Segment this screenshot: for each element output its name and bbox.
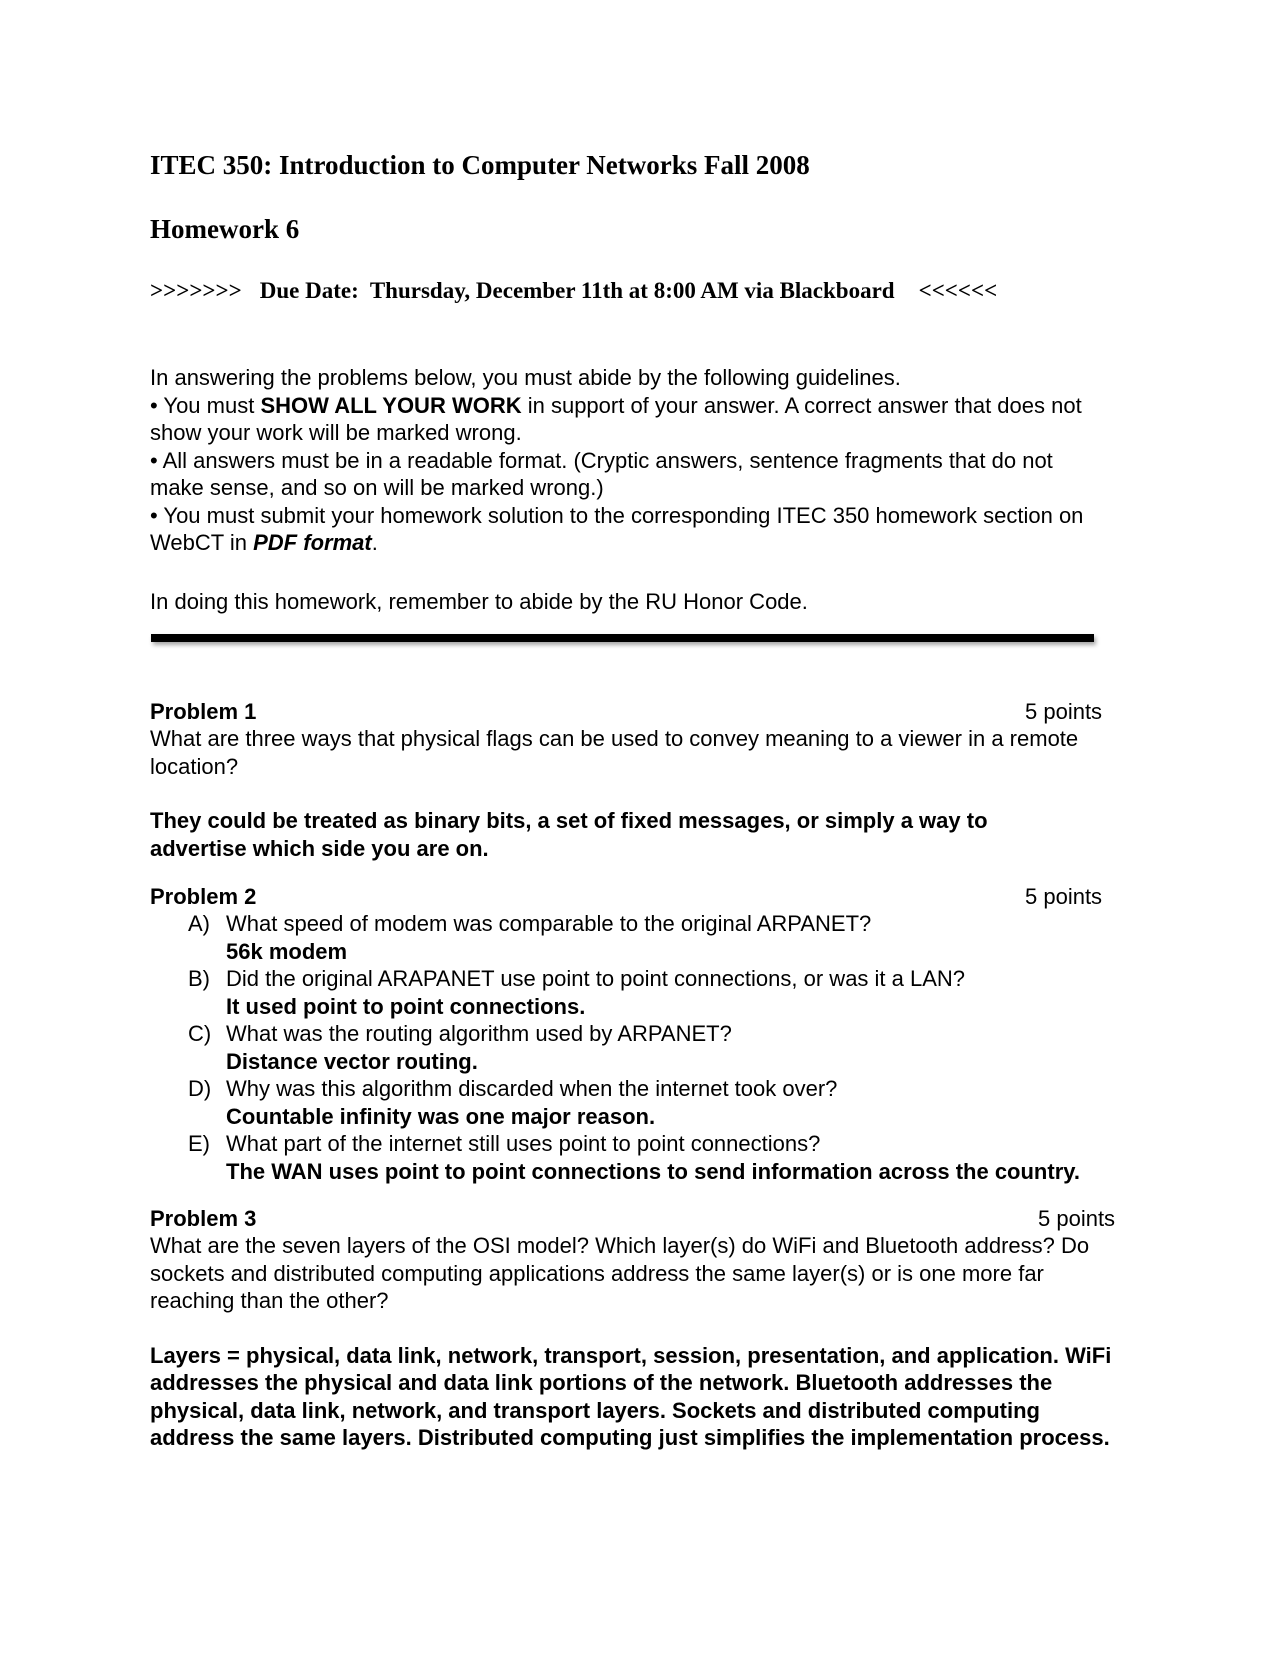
subquestion-letter: C) [188,1021,212,1046]
section-divider [151,634,1094,642]
homework-title: Homework 6 [150,214,300,244]
honor-code-note: In doing this homework, remember to abide by the RU Honor Code. [150,589,808,614]
problem-1 [150,698,1130,862]
guideline-text: in support of your answer. A correct answer that does not show your work will be marked wrong. [150,392,1082,445]
subquestion [150,1075,1130,1130]
subquestion-letter: D) [188,1076,212,1101]
subquestion-letter: A) [188,911,210,936]
problem-points: 5 points [1025,699,1103,724]
guideline-item [150,502,1110,557]
subquestion-text: Did the original ARAPANET use point to point connections, or was it a LAN? [226,966,966,991]
problem-header [150,698,1130,725]
problem-title: Problem 1 [150,699,257,724]
subquestion-list [150,910,1130,1185]
subquestion-letter: B) [188,966,210,991]
guideline-emphasis: SHOW ALL YOUR WORK [260,392,522,418]
problem-question: What are the seven layers of the OSI model? Which layer(s) do WiFi and Bluetooth address? Do sockets and distributed computing applications address the same layer(s) or is one more far reaching than the other? [150,1233,1090,1313]
guideline-text: • You must submit your homework solution to the corresponding ITEC 350 homework section on WebCT in [150,502,1084,555]
subquestion-answer: Distance vector routing. [226,1048,478,1074]
subquestion-text: What was the routing algorithm used by ARPANET? [226,1021,732,1046]
problem-answer: They could be treated as binary bits, a set of fixed messages, or simply a way to advertise which side you are on. [150,808,988,861]
problem-answer: Layers = physical, data link, network, transport, session, presentation, and application. WiFi addresses the physical and data link portions of the network. Bluetooth addresses the physical, data link, network, and transport layers. Sockets and distributed computing address the same layers. Distributed computing just simplifies the implementation process. [150,1342,1112,1450]
subquestion-answer: It used point to point connections. [226,993,586,1019]
subquestion [150,910,1130,965]
subquestion-answer: 56k modem [226,938,348,964]
guidelines-intro: In answering the problems below, you must abide by the following guidelines. [150,365,901,390]
problem-question: What are three ways that physical flags can be used to convey meaning to a viewer in a remote location? [150,726,1079,779]
guideline-item: • All answers must be in a readable format. (Cryptic answers, sentence fragments that do not make sense, and so on will be marked wrong.) [150,447,1053,500]
problem-points: 5 points [1038,1206,1116,1231]
subquestion [150,965,1130,1020]
problem-3 [150,1205,1130,1452]
subquestion-text: Why was this algorithm discarded when the internet took over? [226,1076,838,1101]
subquestion-text: What part of the internet still uses point to point connections? [226,1131,821,1156]
guidelines [150,364,1110,557]
guideline-item [150,392,1110,447]
subquestion-letter: E) [188,1131,210,1156]
subquestion-text: What speed of modem was comparable to the original ARPANET? [226,911,872,936]
problem-points: 5 points [1025,884,1103,909]
guideline-text: • You must [150,392,261,418]
due-suffix: <<<<<< [918,278,998,303]
problem-header [150,1205,1130,1232]
problem-2 [150,883,1130,1185]
due-date-line [150,278,997,304]
guideline-emphasis: PDF format [253,530,372,555]
subquestion [150,1130,1130,1185]
subquestion [150,1020,1130,1075]
problem-title: Problem 2 [150,884,257,909]
guideline-text: . [371,530,378,555]
problem-title: Problem 3 [150,1206,257,1231]
subquestion-answer: The WAN uses point to point connections to send information across the country. [226,1158,1080,1184]
course-title: ITEC 350: Introduction to Computer Networks Fall 2008 [150,150,810,180]
problem-header [150,883,1130,910]
due-prefix: >>>>>>> [150,278,242,303]
due-date-text: Due Date: Thursday, December 11th at 8:00 AM via Blackboard [259,278,895,303]
subquestion-answer: Countable infinity was one major reason. [226,1103,656,1129]
